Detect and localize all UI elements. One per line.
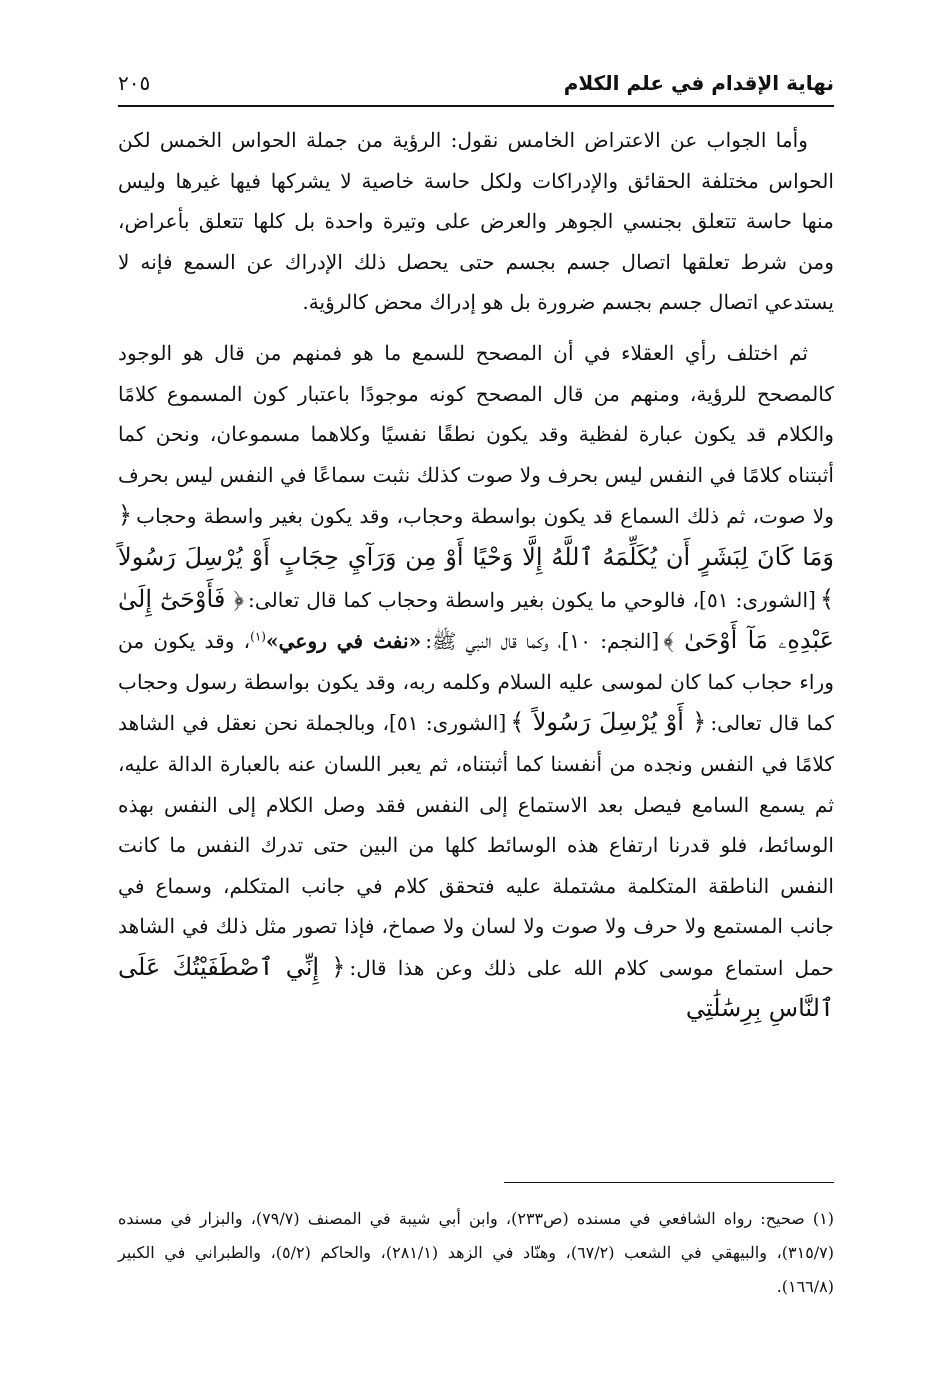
header-rule (118, 105, 834, 107)
paragraph-2-text-c: [النجم: ١٠]، وكما قال النبي ﷺ: (425, 629, 660, 654)
footnote-1: (١) صحيح: رواه الشافعي في مسنده (ص٢٣٣)، وابن أبي شيبة في المصنف (٧٩/٧)، والبزار في مسنده (٣١٥/٧)، والبيهقي في الشعب (٦٧/٢)، وهنّاد في الزهد (٢٨١/١)، والحاكم (٥/٢)، والطبراني في الكبير (١٦٦/٨). (118, 1209, 835, 1296)
hadith-quote: «نفث في روعي» (265, 629, 422, 654)
paragraph-2-text-a: ثم اختلف رأي العقلاء في أن المصحح للسمع ما هو فمنهم من قال هو الوجود كالمصحح للرؤية، ومنهم من قال المصحح كونه موجودًا باعتبار كون المسموع كلامًا والكلام قد يكون عبارة لفظية وقد يكون نطقًا نفسيًا وكلاهما مسموعان، ونحن كما أثبتناه كلامًا في النفس ليس بحرف ولا صوت كذلك نثبت سماعًا في النفس ليس بحرف ولا صوت، ثم ذلك السماع قد يكون بواسطة وحجاب، وقد يكون بغير واسطة وحجاب (118, 340, 834, 529)
main-text (118, 120, 834, 1040)
paragraph-2-text-d: ، وقد يكون من وراء حجاب كما كان لموسى عليه السلام وكلمه ربه، وقد يكون بواسطة رسول وحجاب كما قال تعالى: (118, 629, 835, 736)
footnote-rule (504, 1182, 834, 1183)
paragraph-2-text-b: [الشورى: ٥١]، فالوحي ما يكون بغير واسطة وحجاب كما قال تعالى: (248, 587, 816, 612)
quran-verse-1: ﴿ وَمَا كَانَ لِبَشَرٍ أَن يُكَلِّمَهُ ٱللَّهُ إِلَّا وَحْيًا أَوْ مِن وَرَآيِ حِجَابٍ أَوْ يُرْسِلَ رَسُولاً ﴾ (118, 501, 834, 613)
page-number: ٢٠٥ (118, 71, 151, 95)
book-title: نهاية الإقدام في علم الكلام (563, 71, 834, 95)
paragraph-2 (118, 333, 834, 1030)
running-header (118, 64, 834, 102)
paragraph-1: وأما الجواب عن الاعتراض الخامس نقول: الرؤية من جملة الحواس الخمس لكن الحواس مختلفة الحقائق والإدراكات ولكل حاسة خاصية لا يشركها فيها غيرها وليس منها حاسة تتعلق بجنسي الجوهر والعرض على وتيرة واحدة بل كلها تتعلق بأعراض، ومن شرط تعلقها اتصال جسم بجسم حتى يحصل ذلك الإدراك عن السمع فإنه لا يستدعي اتصال جسم بجسم ضرورة بل هو إدراك محض كالرؤية. (118, 128, 834, 315)
paragraph-2-text-e: [الشورى: ٥١]، وبالجملة نحن نعقل في الشاهد كلامًا في النفس ونجده من أنفسنا كما أثبتناه، ثم يعبر اللسان عنه بالعبارة الدالة عليه، ثم يسمع السامع فيصل بعد الاستماع إلى النفس فقد وصل الكلام إلى النفس بهذه الوسائط، فلو قدرنا ارتفاع هذه الوسائط كلها من البين حتى تدرك النفس ما كانت النفس الناطقة المتكلمة مشتملة عليه فتحقق كلام في جانب المتكلم، وسماع في جانب المستمع ولا حرف ولا صوت ولا لسان ولا صماخ، فإذا تصور مثل ذلك في الشاهد حمل استماع موسى كلام الله على ذلك وعن هذا قال: (118, 711, 834, 980)
quran-verse-4: ﴿ إِنِّي ٱصْطَفَيْتُكَ عَلَى ٱلنَّاسِ بِرِسَٰلَٰتِي (118, 952, 834, 1023)
footnote-reference[interactable]: (١) (250, 629, 266, 644)
quran-verse-2: ﴿ فَأَوْحَىٰٓ إِلَىٰ عَبْدِهِۦ مَآ أَوْحَىٰ ﴾ (118, 584, 835, 655)
quran-verse-3: ﴿ أَوْ يُرْسِلَ رَسُولاً ﴾ (510, 708, 707, 737)
